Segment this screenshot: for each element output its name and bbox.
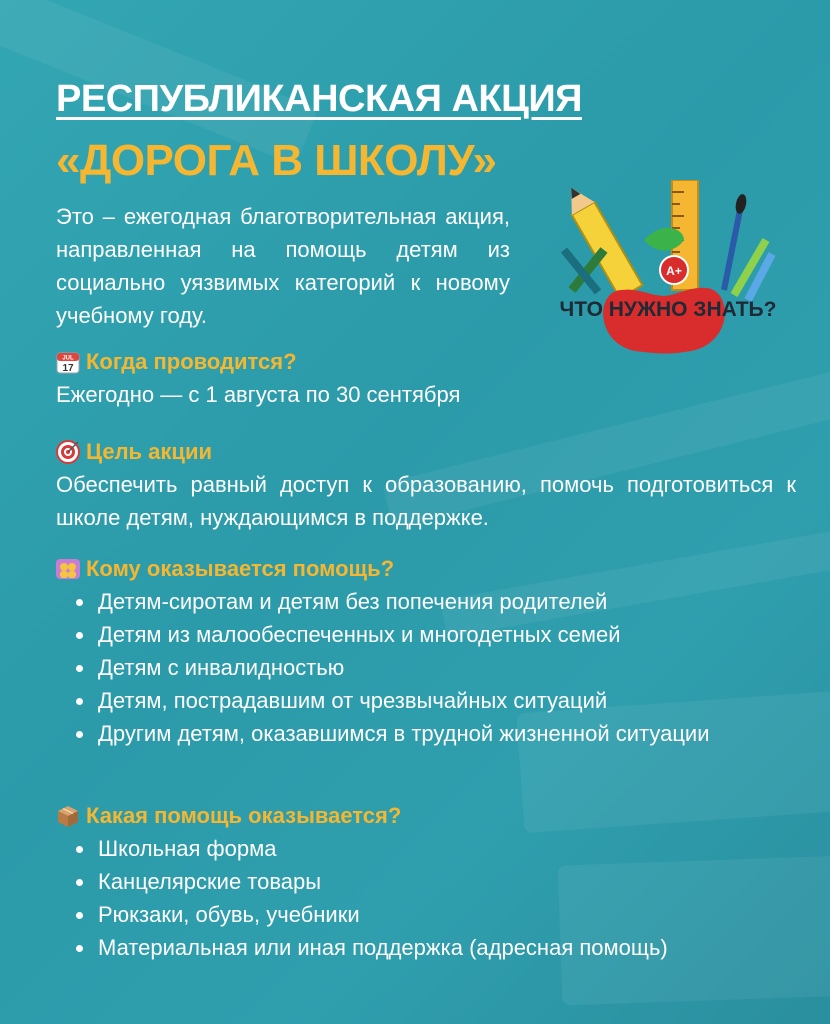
page-title: РЕСПУБЛИКАНСКАЯ АКЦИЯ <box>56 78 582 120</box>
page-subtitle: «ДОРОГА В ШКОЛУ» <box>56 136 497 185</box>
apple-mark: A+ <box>666 264 682 278</box>
section-help <box>56 800 796 964</box>
section-whom <box>56 553 796 750</box>
when-text: Ежегодно — с 1 августа по 30 сентября <box>56 382 461 407</box>
when-heading: Когда проводится? <box>86 349 297 374</box>
section-when <box>56 346 796 411</box>
help-heading: Какая помощь оказывается? <box>86 803 402 828</box>
svg-text:17: 17 <box>62 363 74 374</box>
list-item: Школьная форма <box>74 832 796 865</box>
pencil-icon <box>560 181 643 298</box>
list-item: Детям из малообеспеченных и многодетных семей <box>74 618 796 651</box>
whom-list <box>56 585 796 750</box>
svg-text:JUL: JUL <box>62 355 74 362</box>
calendar-icon <box>56 350 80 374</box>
target-icon <box>56 440 80 464</box>
list-item: Рюкзаки, обувь, учебники <box>74 898 796 931</box>
school-supplies-logo <box>534 180 802 358</box>
list-item: Детям, пострадавшим от чрезвычайных ситуаций <box>74 684 796 717</box>
whom-heading: Кому оказывается помощь? <box>86 556 395 581</box>
list-item: Другим детям, оказавшимся в трудной жизненной ситуации <box>74 717 796 750</box>
goal-text: Обеспечить равный доступ к образованию, помочь подготовиться к школе детям, нуждающимся в поддержке. <box>56 472 796 530</box>
help-list <box>56 832 796 964</box>
goal-heading: Цель акции <box>86 439 213 464</box>
intro-text: Это – ежегодная благотворительная акция, направленная на помощь детям из социально уязвимых категорий к новому учебному году. <box>56 204 510 328</box>
list-item: Детям-сиротам и детям без попечения родителей <box>74 585 796 618</box>
list-item: Материальная или иная поддержка (адресная помощь) <box>74 931 796 964</box>
logo-caption: ЧТО НУЖНО ЗНАТЬ? <box>559 298 777 321</box>
list-item: Детям с инвалидностью <box>74 651 796 684</box>
package-icon <box>56 804 80 828</box>
section-goal <box>56 436 796 534</box>
family-icon <box>56 557 80 581</box>
list-item: Канцелярские товары <box>74 865 796 898</box>
